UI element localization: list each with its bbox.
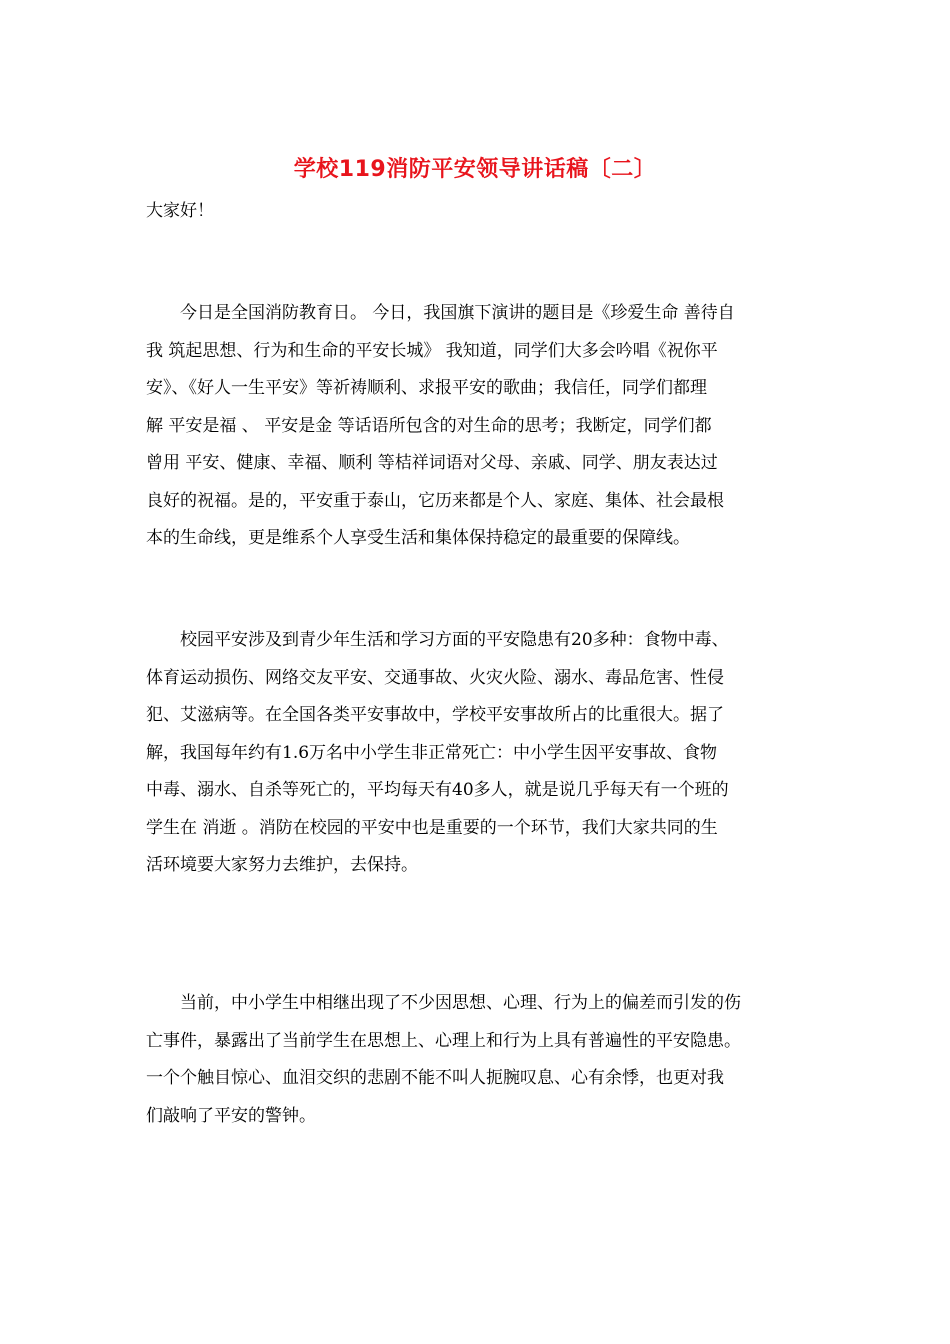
paragraph-line: 良好的祝福。是的，平安重于泰山，它历来都是个人、家庭、集体、社会最根 xyxy=(146,490,724,511)
paragraph-2 xyxy=(146,622,810,885)
paragraph-3 xyxy=(146,985,810,1135)
paragraph-line: 安》、《好人一生平安》等祈祷顺利、求报平安的歌曲；我信任，同学们都理 xyxy=(146,378,707,398)
paragraph-line: 今日是全国消防教育日。 今日，我国旗下演讲的题目是《珍爱生命 善待自 xyxy=(146,303,735,323)
paragraph-line: 亡事件，暴露出了当前学生在思想上、心理上和行为上具有普遍性的平安隐患。 xyxy=(146,1030,741,1051)
paragraph-line: 中毒、溺水、自杀等死亡的，平均每天有40多人，就是说几乎每天有一个班的 xyxy=(146,780,729,800)
paragraph-line: 当前，中小学生中相继出现了不少因思想、心理、行为上的偏差而引发的伤 xyxy=(146,993,741,1013)
paragraph-line: 学生在 消逝 。消防在校园的平安中也是重要的一个环节，我们大家共同的生 xyxy=(146,817,718,838)
paragraph-line: 我 筑起思想、行为和生命的平安长城》 我知道，同学们大多会吟唱《祝你平 xyxy=(146,340,718,361)
paragraph-line: 校园平安涉及到青少年生活和学习方面的平安隐患有20多种：食物中毒、 xyxy=(146,630,729,650)
paragraph-line: 本的生命线，更是维系个人享受生活和集体保持稳定的最重要的保障线。 xyxy=(146,528,690,548)
paragraph-line: 体育运动损伤、网络交友平安、交通事故、火灾火险、溺水、毒品危害、性侵 xyxy=(146,667,724,688)
paragraph-1 xyxy=(146,295,810,558)
paragraph-line: 曾用 平安、健康、幸福、顺利 等桔祥词语对父母、亲戚、同学、朋友表达过 xyxy=(146,453,718,473)
paragraph-line: 解 平安是福 、 平安是金 等话语所包含的对生命的思考；我断定，同学们都 xyxy=(146,415,712,436)
paragraph-line: 犯、艾滋病等。在全国各类平安事故中，学校平安事故所占的比重很大。据了 xyxy=(146,705,724,725)
paragraph-line: 一个个触目惊心、血泪交织的悲剧不能不叫人扼腕叹息、心有余悸，也更对我 xyxy=(146,1068,724,1088)
document-title: 学校119消防平安领导讲话稿〔二〕 xyxy=(293,157,657,182)
greeting: 大家好！ xyxy=(146,201,214,221)
paragraph-line: 活环境要大家努力去维护，去保持。 xyxy=(146,855,418,875)
paragraph-line: 们敲响了平安的警钟。 xyxy=(146,1105,316,1126)
paragraph-line: 解，我国每年约有1.6万名中小学生非正常死亡：中小学生因平安事故、食物 xyxy=(146,742,718,763)
